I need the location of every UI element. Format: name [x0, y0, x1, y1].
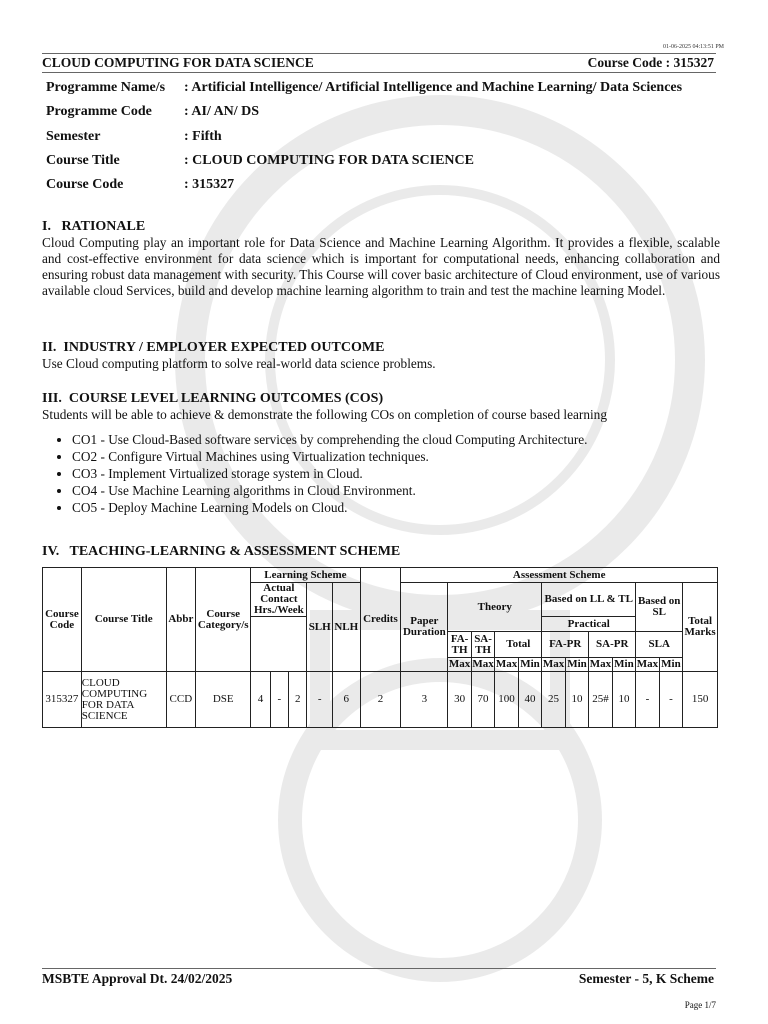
th-actual-contact: Actual Contact Hrs./Week	[251, 583, 307, 617]
th-max: Max	[495, 658, 518, 670]
cos-list	[42, 431, 720, 516]
th-course-code: Course Code	[43, 568, 82, 672]
list-item: • CO2 - Configure Virtual Machines using Virtualization techniques.	[72, 448, 720, 465]
th-theory: Theory	[448, 583, 542, 632]
cell-tl: -	[270, 672, 288, 728]
industry-section	[42, 339, 720, 372]
scheme-heading: IV. TEACHING-LEARNING & ASSESSMENT SCHEME	[42, 544, 401, 559]
rationale-text: Cloud Computing play an important role for Data Science and Machine Learning Algorithm. It provides a flexible, scalable and cost-effective environment for data science which is important for computational needs, enhancing collaboration and ensuring robust data management with security. This Course will cover basic architecture of Cloud environment, use of various available cloud Services, build and develop machine learning algorithm to train and test the machine learning Model.	[42, 235, 720, 298]
cell-title: CLOUD COMPUTING FOR DATA SCIENCE	[81, 672, 166, 728]
th-min: Min	[614, 658, 634, 670]
page-header	[42, 53, 716, 73]
scheme-table	[42, 567, 718, 728]
cell-sa-th-max: 70	[471, 672, 494, 728]
cell-slh: -	[307, 672, 333, 728]
th-sa-pr: SA-PR	[589, 632, 636, 658]
cell-ll: 2	[289, 672, 307, 728]
page-number: Page 1/7	[684, 1000, 716, 1010]
th-nlh: NLH	[332, 583, 360, 672]
th-paper-duration: Paper Duration	[401, 583, 448, 672]
cell-fa-th-max: 30	[448, 672, 471, 728]
th-based-ll-tl: Based on LL & TL	[542, 583, 636, 617]
info-row: Programme Name/s : Artificial Intelligence/ Artificial Intelligence and Machine Learning/ Data Sciences	[46, 80, 683, 95]
watermark-seal	[120, 60, 760, 1000]
list-item: • CO4 - Use Machine Learning algorithms in Cloud Environment.	[72, 482, 720, 499]
industry-heading: II. INDUSTRY / EMPLOYER EXPECTED OUTCOME	[42, 340, 385, 355]
th-max: Max	[472, 658, 494, 670]
th-category: Course Category/s	[196, 568, 251, 672]
list-item: • CO3 - Implement Virtualized storage system in Cloud.	[72, 465, 720, 482]
cell-cl: 4	[251, 672, 270, 728]
cell-abbr: CCD	[166, 672, 196, 728]
list-item: • CO1 - Use Cloud-Based software services by comprehending the cloud Computing Architecture.	[72, 431, 720, 448]
th-assessment-scheme: Assessment Scheme	[401, 568, 718, 583]
th-practical: Practical	[542, 617, 636, 632]
cell-sa-pr-max: 25#	[589, 672, 612, 728]
cos-section	[42, 390, 720, 516]
th-max: Max	[542, 658, 565, 670]
footer-approval: MSBTE Approval Dt. 24/02/2025	[42, 971, 233, 986]
cell-total-min: 40	[518, 672, 541, 728]
th-learning-scheme: Learning Scheme	[251, 568, 360, 583]
print-timestamp: 01-06-2025 04:13:51 PM	[662, 44, 724, 50]
cos-intro: Students will be able to achieve & demonstrate the following COs on completion of course based learning	[42, 407, 607, 422]
cell-nlh: 6	[332, 672, 360, 728]
table-row	[43, 672, 718, 728]
cell-fa-pr-max: 25	[542, 672, 565, 728]
th-sla: SLA	[636, 632, 683, 658]
th-total-marks: Total Marks	[683, 583, 718, 672]
th-min: Min	[567, 658, 587, 670]
th-max: Max	[636, 658, 659, 670]
scheme-section	[42, 543, 720, 560]
cell-sla-max: -	[636, 672, 659, 728]
info-row: Programme Code : AI/ AN/ DS	[46, 104, 260, 120]
info-row: Course Title : CLOUD COMPUTING FOR DATA SCIENCE	[46, 152, 474, 168]
th-course-title: Course Title	[81, 568, 166, 672]
course-info	[46, 79, 682, 200]
cell-total-max: 100	[495, 672, 518, 728]
th-abbr: Abbr	[166, 568, 196, 672]
th-min: Min	[520, 658, 540, 670]
list-item: • CO5 - Deploy Machine Learning Models on Cloud.	[72, 499, 720, 516]
th-sa-th: SA-TH	[471, 632, 494, 658]
cell-sa-pr-min: 10	[612, 672, 635, 728]
rationale-heading: I. RATIONALE	[42, 219, 146, 234]
cell-code: 315327	[43, 672, 82, 728]
th-credits: Credits	[360, 568, 401, 672]
th-slh: SLH	[307, 583, 333, 672]
th-fa-pr: FA-PR	[542, 632, 589, 658]
th-total: Total	[495, 632, 542, 658]
cell-total-marks: 150	[683, 672, 718, 728]
page-footer	[42, 968, 716, 986]
header-course-code: Course Code : 315327	[587, 55, 714, 70]
cell-fa-pr-min: 10	[565, 672, 588, 728]
th-max: Max	[589, 658, 612, 670]
rationale-section	[42, 218, 720, 299]
cos-heading: III. COURSE LEVEL LEARNING OUTCOMES (COS)	[42, 391, 384, 406]
th-contact-blank	[251, 617, 307, 672]
th-fa-th: FA-TH	[448, 632, 471, 658]
header-title: CLOUD COMPUTING FOR DATA SCIENCE	[42, 55, 314, 70]
info-row: Course Code : 315327	[46, 177, 235, 193]
industry-text: Use Cloud computing platform to solve real-world data science problems.	[42, 356, 436, 371]
cell-credits: 2	[360, 672, 401, 728]
cell-paper-duration: 3	[401, 672, 448, 728]
th-min: Min	[661, 658, 681, 670]
footer-semester: Semester - 5, K Scheme	[578, 971, 714, 986]
th-max: Max	[448, 658, 471, 670]
info-row: Semester : Fifth	[46, 128, 222, 144]
th-based-sl: Based on SL	[636, 583, 683, 632]
cell-category: DSE	[196, 672, 251, 728]
cell-sla-min: -	[659, 672, 682, 728]
